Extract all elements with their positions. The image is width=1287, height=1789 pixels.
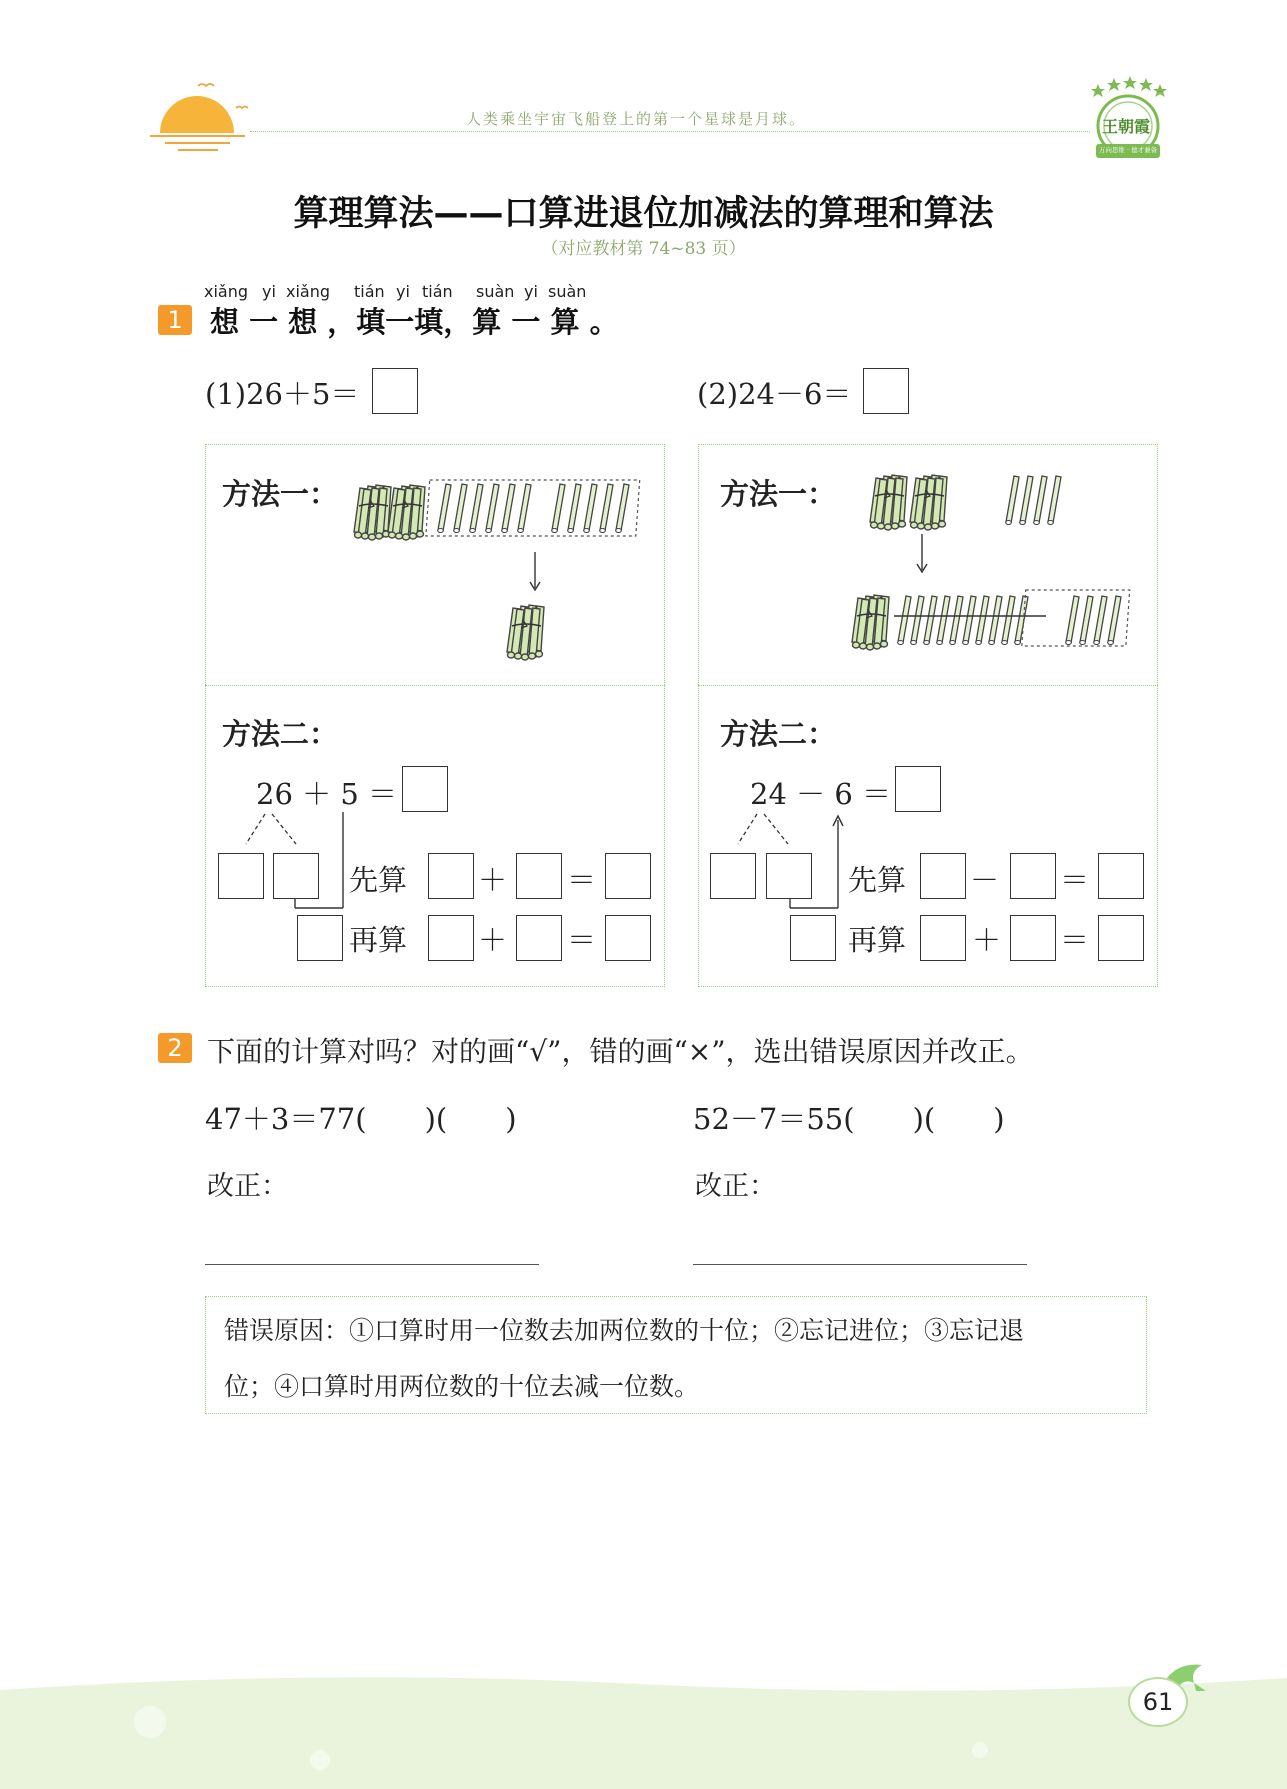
- panel-divider: [205, 685, 665, 686]
- page-number-text: 61: [1142, 1688, 1174, 1716]
- answer-box[interactable]: [790, 915, 836, 961]
- header-fact: 人类乘坐宇宙飞船登上的第一个星球是月球。: [466, 110, 807, 128]
- split-box-tens[interactable]: [218, 853, 264, 899]
- stick-bundles-illustration: [350, 476, 650, 546]
- answer-box[interactable]: [920, 853, 966, 899]
- question-number: 2: [158, 1033, 192, 1063]
- q1-instruction: 想 一 想 ，填一填，算 一 算 。: [210, 305, 619, 339]
- pinyin: suàn: [476, 282, 515, 301]
- answer-box[interactable]: [297, 915, 343, 961]
- answer-box[interactable]: [1098, 853, 1144, 899]
- split-box-ones[interactable]: [273, 853, 319, 899]
- brand-badge-icon: [1088, 76, 1168, 166]
- pinyin: yi: [396, 282, 410, 301]
- panel-divider: [698, 685, 1158, 686]
- down-arrow-icon: [525, 552, 545, 592]
- error-reasons-box: [205, 1296, 1147, 1414]
- sun-logo-icon: [150, 78, 260, 153]
- split-box-ones[interactable]: [766, 853, 812, 899]
- pinyin-row: [204, 282, 624, 302]
- stick-bundles-illustration: [866, 466, 1086, 536]
- down-arrow-icon: [912, 534, 932, 574]
- answer-box[interactable]: [605, 853, 651, 899]
- pinyin: tián: [422, 282, 453, 301]
- operator-plus: ＋: [478, 923, 508, 957]
- operator-plus: ＋: [972, 923, 1002, 957]
- error-reasons-line: 错误原因：①口算时用一位数去加两位数的十位；②忘记进位；③忘记退: [224, 1316, 1025, 1345]
- pinyin: yi: [524, 282, 538, 301]
- answer-box[interactable]: [1010, 853, 1056, 899]
- pinyin: xiǎng: [204, 282, 249, 301]
- q2-instruction: 下面的计算对吗？对的画“√”，错的画“×”，选出错误原因并改正。: [207, 1035, 1034, 1068]
- operator-equals: ＝: [567, 923, 597, 957]
- correction-label: 改正：: [207, 1171, 288, 1202]
- step-second-label: 再算: [848, 923, 907, 957]
- answer-box[interactable]: [428, 915, 474, 961]
- answer-box[interactable]: [1098, 915, 1144, 961]
- error-reasons-line: 位；④口算时用两位数的十位去减一位数。: [224, 1372, 700, 1401]
- method-two-expression: 24 － 6 ＝: [750, 777, 892, 811]
- step-first-label: 先算: [349, 863, 408, 897]
- q2-left-expression: 47＋3＝77( )( ): [205, 1102, 517, 1136]
- answer-box[interactable]: [920, 915, 966, 961]
- answer-box[interactable]: [372, 368, 418, 414]
- pinyin: suàn: [548, 282, 587, 301]
- page-number: [1128, 1677, 1188, 1727]
- method-two-label: 方法二：: [720, 717, 837, 751]
- q1-right-expression: (2)24－6＝: [697, 377, 852, 411]
- step-second-label: 再算: [349, 923, 408, 957]
- q1-left-expression: (1)26＋5＝: [205, 377, 360, 411]
- brand-badge-name: 王朝霞: [1102, 117, 1151, 136]
- answer-box[interactable]: [402, 766, 448, 812]
- q2-right-expression: 52－7＝55( )( ): [693, 1102, 1005, 1136]
- step-first-label: 先算: [848, 863, 907, 897]
- answer-box[interactable]: [516, 853, 562, 899]
- page-subtitle: （对应教材第 74~83 页）: [541, 239, 746, 259]
- answer-box[interactable]: [1010, 915, 1056, 961]
- method-one-label: 方法一：: [222, 477, 339, 511]
- answer-box[interactable]: [516, 915, 562, 961]
- correction-answer-line[interactable]: [205, 1264, 539, 1265]
- method-one-label: 方法一：: [720, 477, 837, 511]
- brand-badge-sub: 万向思维 · 德才兼备: [1098, 146, 1158, 154]
- correction-label: 改正：: [695, 1171, 776, 1202]
- operator-equals: ＝: [567, 863, 597, 897]
- method-two-label: 方法二：: [222, 717, 339, 751]
- answer-box[interactable]: [895, 766, 941, 812]
- split-box-tens[interactable]: [710, 853, 756, 899]
- header-dotted-line: [250, 131, 1090, 132]
- answer-box[interactable]: [605, 915, 651, 961]
- operator-equals: ＝: [1060, 923, 1090, 957]
- pinyin: tián: [354, 282, 385, 301]
- pinyin: xiǎng: [286, 282, 331, 301]
- question-number: 1: [158, 305, 192, 335]
- pinyin: yi: [262, 282, 276, 301]
- method-two-expression: 26 ＋ 5 ＝: [256, 777, 398, 811]
- operator-minus: －: [970, 863, 1000, 897]
- stick-regrouping-illustration: [848, 586, 1138, 656]
- operator-plus: ＋: [478, 863, 508, 897]
- correction-answer-line[interactable]: [693, 1264, 1027, 1265]
- answer-box[interactable]: [428, 853, 474, 899]
- stick-bundle-icon: [503, 600, 553, 665]
- page-title: 算理算法——口算进退位加减法的算理和算法: [293, 194, 994, 234]
- operator-equals: ＝: [1060, 863, 1090, 897]
- footer-wave-decoration: [0, 1660, 1287, 1789]
- answer-box[interactable]: [863, 368, 909, 414]
